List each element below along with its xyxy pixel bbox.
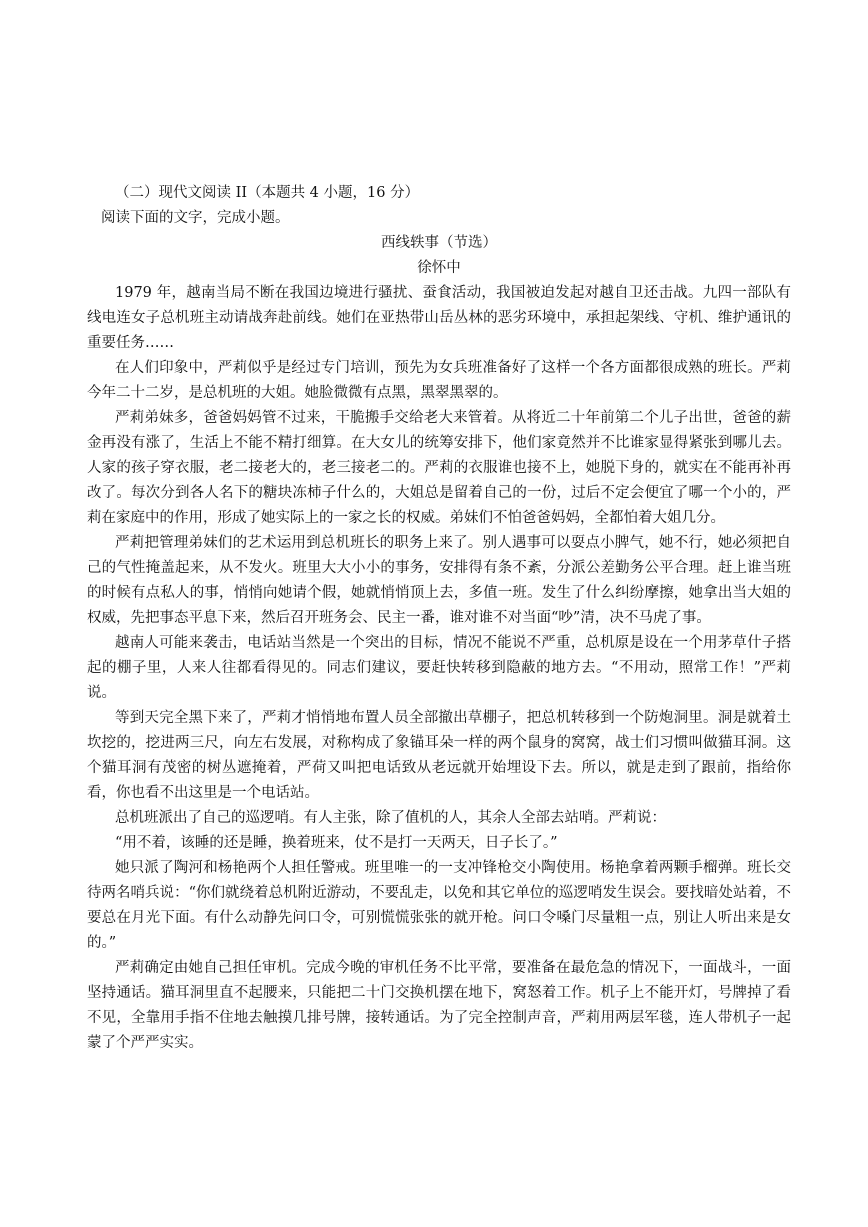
paragraph: 在人们印象中，严莉似乎是经过专门培训，预先为女兵班准备好了这样一个各方面都很成熟的班长。严莉今年二十二岁，是总机班的大姐。她脸微微有点黑，黑翠黑翠的。	[87, 360, 791, 401]
paragraph: 严莉确定由她自己担任审机。完成今晚的审机任务不比平常，要准备在最危急的情况下，一面战斗，一面坚持通话。猫耳洞里直不起腰来，只能把二十门交换机摆在地下，窝怒着工作。机子上不能开灯，号牌掉了看不见，全靠用手指不住地去触摸几排号牌，接转通话。为了完全控制声音，严莉用两层军毯，连人带机子一起蒙了个严严实实。	[87, 960, 791, 1051]
paragraph: 她只派了陶河和杨艳两个人担任警戒。班里唯一的一支冲锋枪交小陶使用。杨艳拿着两颗手榴弹。班长交待两名哨兵说：“你们就绕着总机附近游动，不要乱走，以免和其它单位的巡逻哨发生误会。要找暗处站着，不要总在月光下面。有什么动静先问口令，可别慌慌张张的就开枪。问口令嗓门尽量粗一点，别让人听出来是女的。”	[87, 860, 791, 951]
paragraph: 总机班派出了自己的巡逻哨。有人主张，除了值机的人，其余人全部去站哨。严莉说：	[115, 810, 666, 826]
paragraph: 严莉弟妹多，爸爸妈妈管不过来，干脆搬手交给老大来管着。从将近二十年前第二个儿子出世，爸爸的薪金再没有涨了，生活上不能不精打细算。在大女儿的统筹安排下，他们家竟然并不比谁家显得紧张到哪儿去。人家的孩子穿衣服，老二接老大的，老三接老二的。严莉的衣服谁也接不上，她脱下身的，就实在不能再补再改了。每次分到各人名下的糖块冻柿子什么的，大姐总是留着自己的一份，过后不定会便宜了哪一个小的，严莉在家庭中的作用，形成了她实际上的一家之长的权威。弟妹们不怕爸爸妈妈，全都怕着大姐几分。	[87, 410, 791, 526]
paragraph: 越南人可能来袭击，电话站当然是一个突出的目标，情况不能说不严重，总机原是设在一个用茅草什子搭起的棚子里，人来人往都看得见的。同志们建议，要赶快转移到隐蔽的地方去。“不用动，照常工作！”严莉说。	[87, 635, 791, 701]
reading-passage	[87, 181, 791, 1056]
article-title: 西线轶事（节选）	[381, 235, 497, 251]
article-author: 徐怀中	[417, 260, 461, 276]
paragraph: “用不着，该睡的还是睡，换着班来，仗不是打一天两天，日子长了。”	[115, 835, 558, 851]
paragraph: 1979 年，越南当局不断在我国边境进行骚扰、蚕食活动，我国被迫发起对越自卫还击战。九四一部队有线电连女子总机班主动请战奔赴前线。她们在亚热带山岳丛林的恶劣环境中，承担起架线、守机、维护通讯的重要任务……	[87, 285, 791, 351]
paragraph: 严莉把管理弟妹们的艺术运用到总机班长的职务上来了。别人遇事可以耍点小脾气，她不行，她必须把自己的气性掩盖起来，从不发火。班里大大小小的事务，安排得有条不紊，分派公差勤务公平合理。赶上谁当班的时候有点私人的事，悄悄向她请个假，她就悄悄顶上去，多值一班。发生了什么纠纷摩擦，她拿出当大姐的权威，先把事态平息下来，然后召开班务会、民主一番，谁对谁不对当面“吵”清，决不马虎了事。	[87, 535, 791, 626]
instruction-text: 阅读下面的文字，完成小题。	[101, 210, 290, 226]
paragraph: 等到天完全黑下来了，严莉才悄悄地布置人员全部撤出草棚子，把总机转移到一个防炮洞里。洞是就着土坎挖的，挖进两三尺，向左右发展，对称构成了象锚耳朵一样的两个鼠身的窝窝，战士们习惯叫做猫耳洞。这个猫耳洞有茂密的树丛遮掩着，严荷又叫把电话致从老远就开始埋设下去。所以，就是走到了跟前，指给你看，你也看不出这里是一个电话站。	[87, 710, 791, 801]
section-heading: （二）现代文阅读 II（本题共 4 小题，16 分）	[115, 185, 420, 201]
